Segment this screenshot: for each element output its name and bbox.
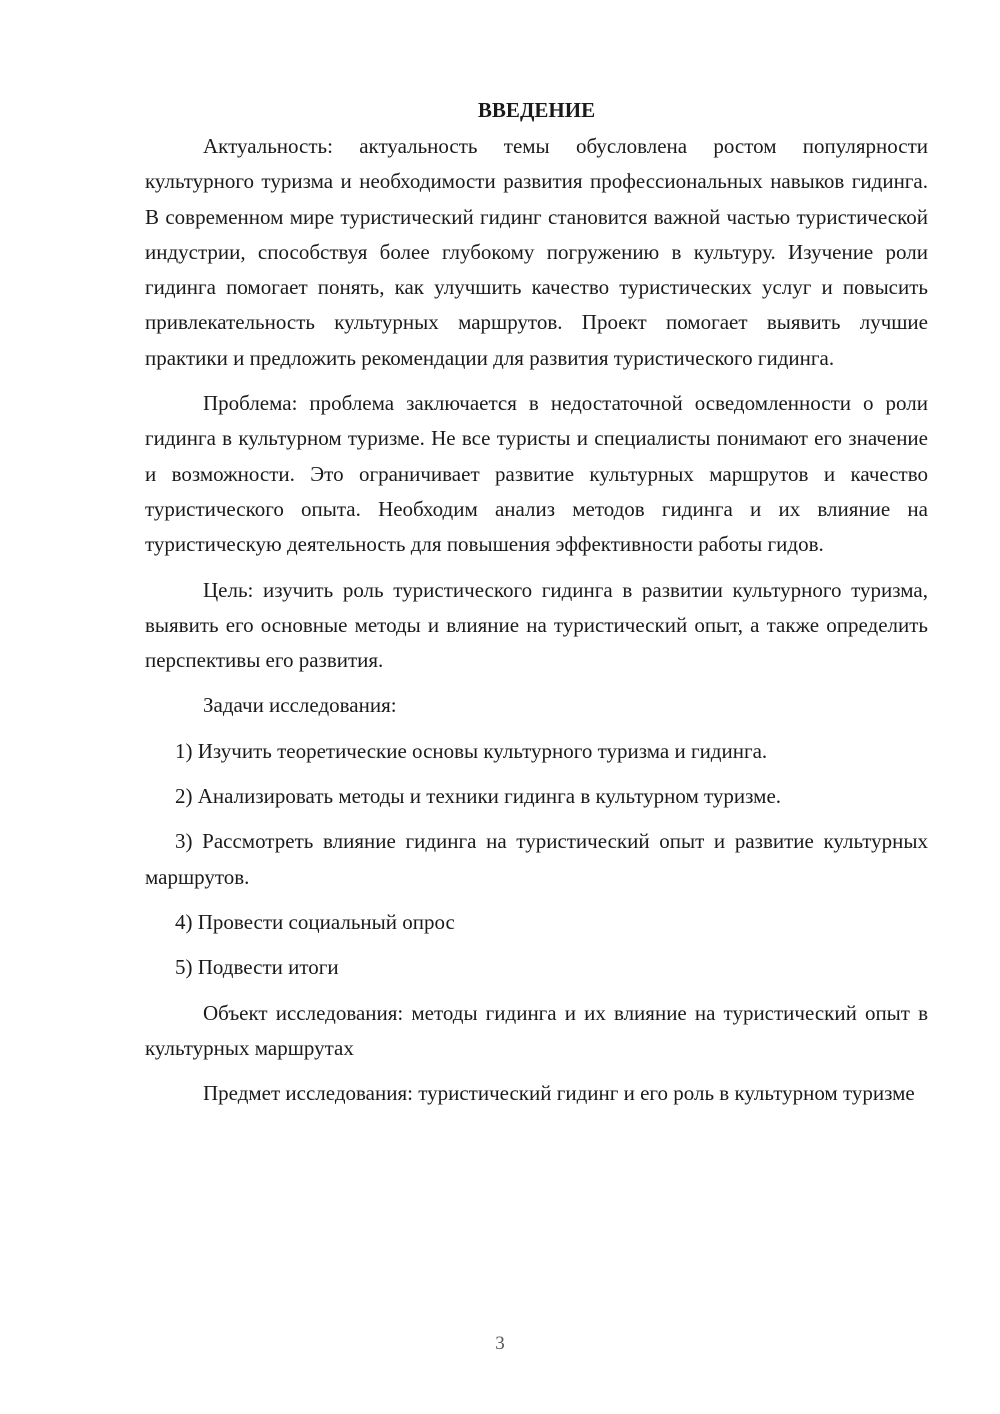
task-item-3: 3) Рассмотреть влияние гидинга на туристический опыт и развитие культурных маршрутов. bbox=[145, 829, 928, 889]
paragraph-subject: Предмет исследования: туристический гидинг и его роль в культурном туризме bbox=[203, 1081, 915, 1106]
tasks-heading: Задачи исследования: bbox=[203, 693, 397, 718]
document-page bbox=[145, 92, 928, 1121]
task-item-4: 4) Провести социальный опрос bbox=[175, 909, 455, 934]
task-item-1: 1) Изучить теоретические основы культурного туризма и гидинга. bbox=[175, 738, 768, 763]
paragraph-problem: Проблема: проблема заключается в недостаточной осведомленности о роли гидинга в культурном туризме. Не все туристы и специалисты понимают его значение и возможности. Это ограничивает развитие культурных маршрутов и качество туристического опыта. Необходим анализ методов гидинга и их влияние на туристическую деятельность для повышения эффективности работы гидов. bbox=[145, 391, 928, 557]
task-item-2: 2) Анализировать методы и техники гидинга в культурном туризме. bbox=[175, 784, 782, 809]
task-item-5: 5) Подвести итоги bbox=[175, 955, 339, 980]
paragraph-goal: Цель: изучить роль туристического гидинга в развитии культурного туризма, выявить его основные методы и влияние на туристический опыт, а также определить перспективы его развития. bbox=[145, 577, 928, 673]
section-title: ВВЕДЕНИЕ bbox=[477, 98, 596, 122]
paragraph-relevance: Актуальность: актуальность темы обусловлена ростом популярности культурного туризма и необходимости развития профессиональных навыков гидинга. В современном мире туристический гидинг становится важной частью туристической индустрии, способствуя более глубокому погружению в культуру. Изучение роли гидинга помогает понять, как улучшить качество туристических услуг и повысить привлекательность культурных маршрутов. Проект помогает выявить лучшие практики и предложить рекомендации для развития туристического гидинга. bbox=[145, 134, 928, 370]
paragraph-object: Объект исследования: методы гидинга и их влияние на туристический опыт в культурных маршрутах bbox=[145, 1000, 928, 1060]
page-number: 3 bbox=[495, 1333, 505, 1354]
